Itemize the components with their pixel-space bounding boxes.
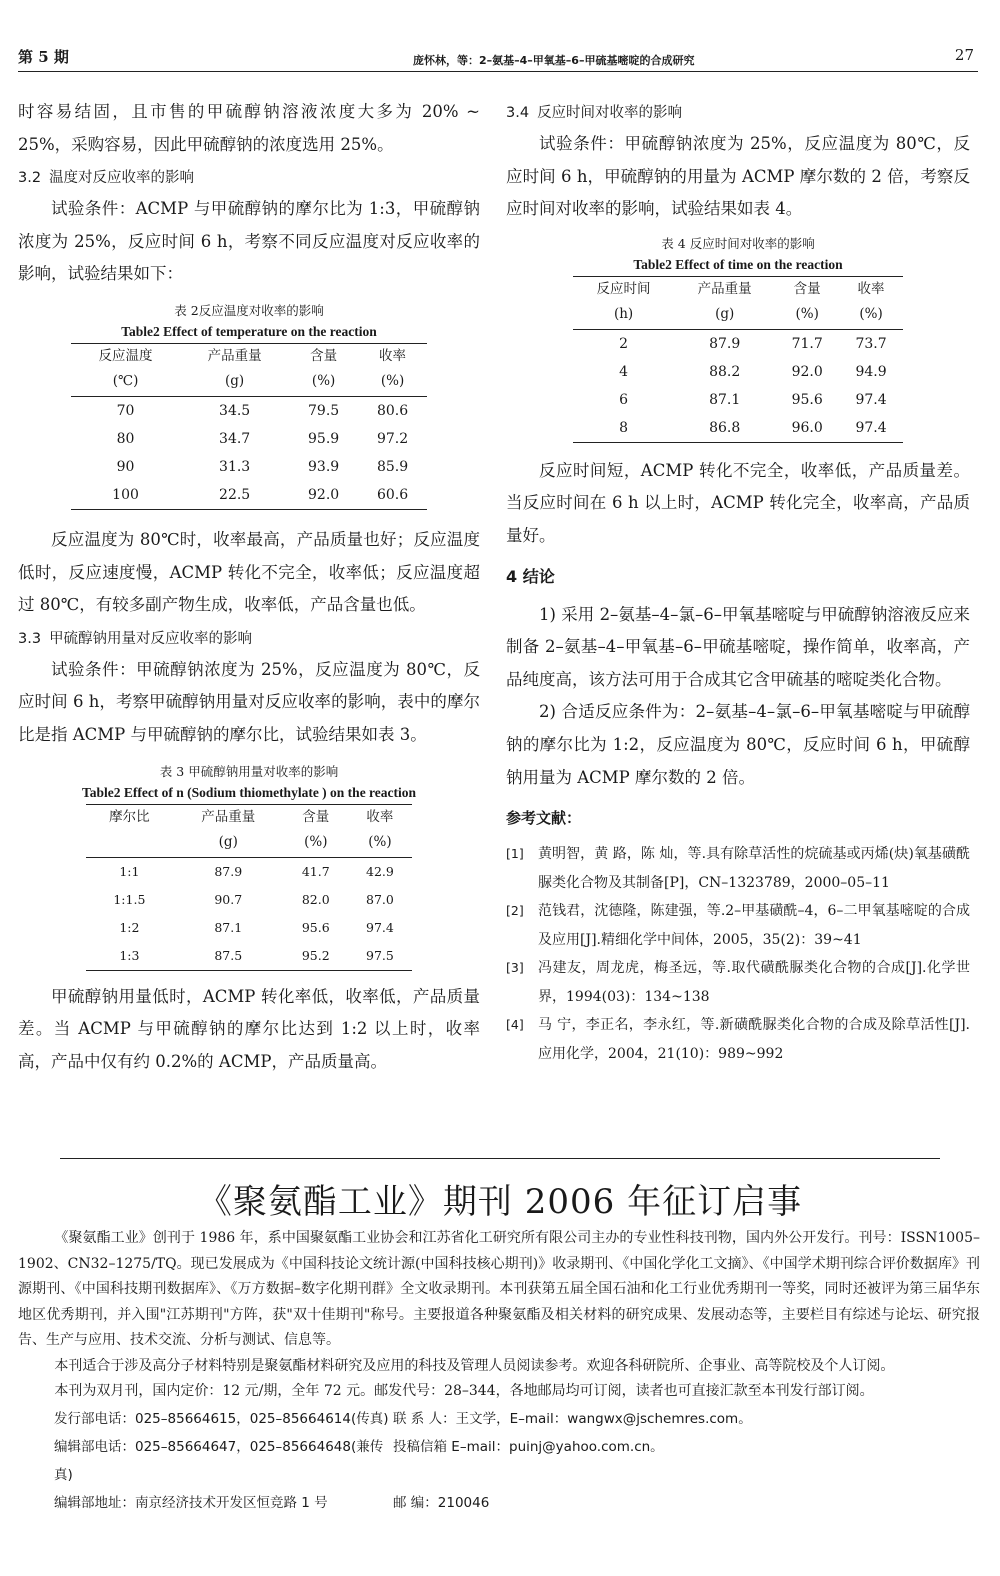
reference-list: [506, 840, 970, 1068]
contact-row: [18, 1433, 980, 1489]
notice-paragraph: 本刊适合于涉及高分子材料特别是聚氨酯材料研究及应用的科技及管理人员阅读参考。欢迎各科研院所、企事业、高等院校及个人订阅。: [54, 1357, 895, 1374]
contact-phone-editorial: 编辑部电话：025–85664647，025–85664648(兼传真): [54, 1438, 384, 1483]
table-temperature: [71, 343, 427, 510]
column-header: 含量: [284, 804, 348, 830]
table-row: 1:3 87.5 95.2 97.5: [86, 942, 412, 971]
table-row: 8 86.8 96.0 97.4: [573, 414, 903, 443]
column-header: 收率: [348, 804, 412, 830]
table-row: 4 88.2 92.0 94.9: [619, 363, 887, 380]
section-heading-3-2: 3.2 温度对反应收率的影响: [18, 170, 195, 187]
column-unit: (%): [839, 302, 903, 330]
table-caption-en: Table2 Effect of time on the reaction: [633, 256, 843, 272]
table-molar-ratio: [86, 804, 412, 971]
section-heading-3-3: 3.3 甲硫醇钠用量对反应收率的影响: [18, 630, 253, 647]
running-title: 庞怀林，等：2–氨基–4–甲氧基–6–甲硫基嘧啶的合成研究: [413, 54, 695, 67]
column-header: 产品重量: [180, 343, 289, 369]
notice-paragraph: 《聚氨酯工业》创刊于 1986 年，系中国聚氨酯工业协会和江苏省化工研究所有限公司主办的专业性科技刊物，国内外公开发行。刊号：ISSN1005–1902、CN32–1275/TQ。现已发展成为《中国科技论文统计源(中国科技核心期刊)》收录期刊、《中国化学化工文摘》、《中国学术期刊综合评价数据库》刊源期刊、《中国科技期刊数据库》、《万方数据–数字化期刊群》全文收录期刊。本刊获第五届全国石油和化工行业优秀期刊一等奖，同时还被评为第三届华东地区优秀期刊，并入围"江苏期刊"方阵，获"双十佳期刊"称号。主要报道各种聚氨酯及相关材料的研究成果、发展动态等，主要栏目有综述与论坛、研究报告、生产与应用、技术交流、分析与测试、信息等。: [18, 1230, 980, 1348]
paragraph: 时容易结固，且市售的甲硫醇钠溶液浓度大多为 20% ~ 25%，采购容易，因此甲硫醇钠的浓度选用 25%。: [18, 102, 480, 154]
right-column: [506, 96, 970, 1068]
notice-title: 《聚氨酯工业》期刊 2006 年征订启事: [197, 1182, 803, 1222]
column-unit: (g): [173, 830, 284, 858]
column-unit: (g): [674, 302, 775, 330]
contact-submission-email: 投稿信箱 E–mail：puinj@yahoo.com.cn。: [393, 1438, 664, 1455]
table-row: 90 31.3 93.9 85.9: [116, 458, 409, 475]
column-header: 收率: [839, 276, 903, 302]
column-unit: (g): [180, 369, 289, 397]
section-divider: [60, 1158, 940, 1159]
issue-label: 第 5 期: [18, 48, 69, 66]
page-number: 27: [954, 46, 974, 64]
left-column: [18, 96, 480, 1078]
paragraph: 试验条件：甲硫醇钠浓度为 25%，反应温度为 80℃，反应时间 6 h，甲硫醇钠的用量为 ACMP 摩尔数的 2 倍，考察反应时间对收率的影响，试验结果如表 4。: [506, 134, 970, 219]
column-unit: (%): [284, 830, 348, 858]
running-header: [18, 44, 978, 72]
table-row: 6 87.1 95.6 97.4: [619, 391, 887, 408]
paragraph: 反应时间短，ACMP 转化不完全，收率低，产品质量差。当反应时间在 6 h 以上时，ACMP 转化完全，收率高，产品质量好。: [506, 460, 970, 545]
paragraph: 试验条件：甲硫醇钠浓度为 25%，反应温度为 80℃，反应时间 6 h，考察甲硫醇钠用量对反应收率的影响，表中的摩尔比是指 ACMP 与甲硫醇钠的摩尔比，试验结果如表 3。: [18, 659, 480, 744]
reference-item: [2] 范钱君，沈德隆，陈建强，等.2–甲基磺酰–4，6–二甲氧基嘧啶的合成及应用[J].精细化学中间体，2005，35(2)：39~41: [506, 903, 970, 948]
reference-item: [3] 冯建友，周龙虎，梅圣远，等.取代磺酰脲类化合物的合成[J].化学世界，1994(03)：134~138: [506, 960, 970, 1005]
contact-address: 编辑部地址：南京经济技术开发区恒竞路 1 号: [54, 1494, 328, 1511]
column-unit: (%): [775, 302, 839, 330]
table-row: 100 22.5 92.0 60.6: [71, 481, 427, 510]
reference-item: [4] 马 宁，李正名，李永红，等.新磺酰脲类化合物的合成及除草活性[J].应用化学，2004，21(10)：989~992: [506, 1017, 970, 1062]
conclusion-item: 1) 采用 2–氨基–4–氯–6–甲氧基嘧啶与甲硫醇钠溶液反应来制备 2–氨基–4–甲氧基–6–甲硫基嘧啶，操作简单，收率高，产品纯度高，该方法可用于合成其它含甲硫基的嘧啶类化合物。: [506, 604, 970, 689]
column-unit: (℃): [71, 369, 180, 397]
paragraph: 试验条件：ACMP 与甲硫醇钠的摩尔比为 1:3，甲硫醇钠浓度为 25%，反应时间 6 h，考察不同反应温度对反应收率的影响，试验结果如下：: [18, 199, 480, 284]
contact-person: 联 系 人：王文学，E–mail：wangwx@jschemres.com。: [393, 1410, 752, 1427]
table-reaction-time: [573, 276, 903, 443]
table-caption-cn: 表 4 反应时间对收率的影响: [661, 235, 815, 251]
section-heading-conclusion: 4 结论: [506, 566, 555, 586]
contact-postcode: 邮 编：210046: [393, 1494, 490, 1511]
column-unit: (%): [358, 369, 427, 397]
column-header: 反应温度: [71, 343, 180, 369]
table-row: 70 34.5 79.5 80.6: [116, 402, 409, 419]
table-row: 1:1 87.9 41.7 42.9: [119, 863, 394, 879]
paragraph: 甲硫醇钠用量低时，ACMP 转化率低，收率低，产品质量差。当 ACMP 与甲硫醇钠的摩尔比达到 1:2 以上时，收率高，产品中仅有约 0.2%的 ACMP，产品质量高。: [18, 986, 480, 1071]
column-header: 含量: [775, 276, 839, 302]
column-header: 摩尔比: [86, 804, 173, 830]
table-row: 1:2 87.1 95.6 97.4: [119, 919, 394, 935]
contact-row: [18, 1489, 980, 1517]
column-header: 反应时间: [573, 276, 674, 302]
table-row: 80 34.7 95.9 97.2: [116, 430, 409, 447]
table-caption-cn: 表 2反应温度对收率的影响: [174, 302, 324, 318]
table-row: 1:1.5 90.7 82.0 87.0: [113, 891, 394, 907]
column-header: 产品重量: [674, 276, 775, 302]
table-row: 2 87.9 71.7 73.7: [619, 335, 887, 352]
table-caption-en: Table2 Effect of n (Sodium thiomethylate ) on the reaction: [81, 784, 417, 800]
paragraph: 反应温度为 80℃时，收率最高，产品质量也好；反应温度低时，反应速度慢，ACMP 转化不完全，收率低；反应温度超过 80℃，有较多副产物生成，收率低，产品含量也低。: [18, 529, 480, 615]
notice-paragraph: 本刊为双月刊，国内定价：12 元/期，全年 72 元。邮发代号：28–344，各地邮局均可订阅，读者也可直接汇款至本刊发行部订阅。: [54, 1383, 874, 1399]
column-unit: (%): [348, 830, 412, 858]
conclusion-item: 2) 合适反应条件为：2–氨基–4–氯–6–甲氧基嘧啶与甲硫醇钠的摩尔比为 1:2，反应温度为 80℃，反应时间 6 h，甲硫醇钠用量为 ACMP 摩尔数的 2 倍。: [506, 702, 970, 787]
table-caption-en: Table2 Effect of temperature on the reaction: [121, 323, 377, 339]
contact-phone-distribution: 发行部电话：025–85664615，025–85664614(传真): [54, 1410, 389, 1427]
section-heading-3-4: 3.4 反应时间对收率的影响: [506, 105, 683, 121]
column-unit: (%): [289, 369, 358, 397]
table-caption-cn: 表 3 甲硫醇钠用量对收率的影响: [159, 763, 339, 779]
reference-item: [1] 黄明智，黄 路，陈 灿，等.具有除草活性的烷硫基或丙烯(炔)氧基磺酰脲类化合物及其制备[P]，CN–1323789，2000–05–11: [506, 846, 970, 891]
column-unit: [86, 830, 173, 858]
column-unit: (h): [573, 302, 674, 330]
references-heading: 参考文献：: [506, 809, 582, 828]
column-header: 产品重量: [173, 804, 284, 830]
column-header: 收率: [358, 343, 427, 369]
column-header: 含量: [289, 343, 358, 369]
subscription-notice: [18, 1226, 980, 1517]
contact-row: [18, 1405, 980, 1433]
